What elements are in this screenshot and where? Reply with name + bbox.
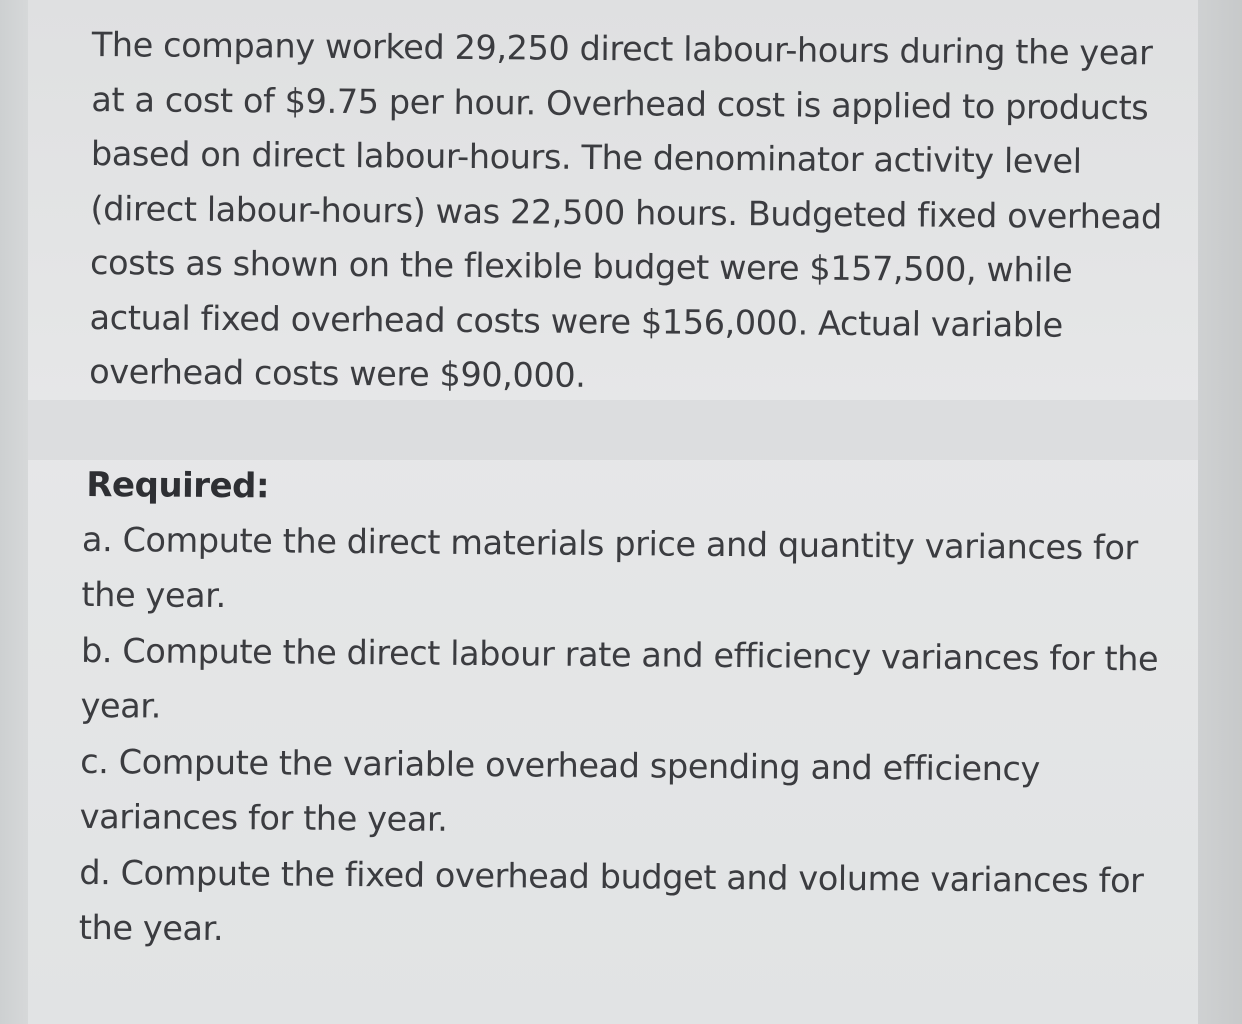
problem-paragraph: The company worked 29,250 direct labour-hours during the year at a cost of $9.75 per hour. Overhead cost is applied to products based on direct labour-hours. The denominator activity level (direct labour-hours) was 22,500 hours. Budgeted fixed overhead costs as shown on the flexible budget were $157,500, while actual fixed overhead costs were $156,000. Actual variable overhead costs were $90,000. xyxy=(89,24,1162,395)
screen-right-edge xyxy=(1198,0,1242,1024)
required-item-b: b. Compute the direct labour rate and efficiency variances for the year. xyxy=(80,630,1159,726)
problem-text-block xyxy=(78,18,1172,964)
required-item-d: d. Compute the fixed overhead budget and volume variances for the year. xyxy=(78,852,1144,949)
required-heading: Required: xyxy=(86,464,270,506)
screen-left-edge xyxy=(0,0,28,1024)
required-list xyxy=(79,511,1168,964)
required-item-a: a. Compute the direct materials price and quantity variances for the year. xyxy=(81,519,1139,616)
required-item-c: c. Compute the variable overhead spending and efficiency variances for the year. xyxy=(79,741,1041,839)
